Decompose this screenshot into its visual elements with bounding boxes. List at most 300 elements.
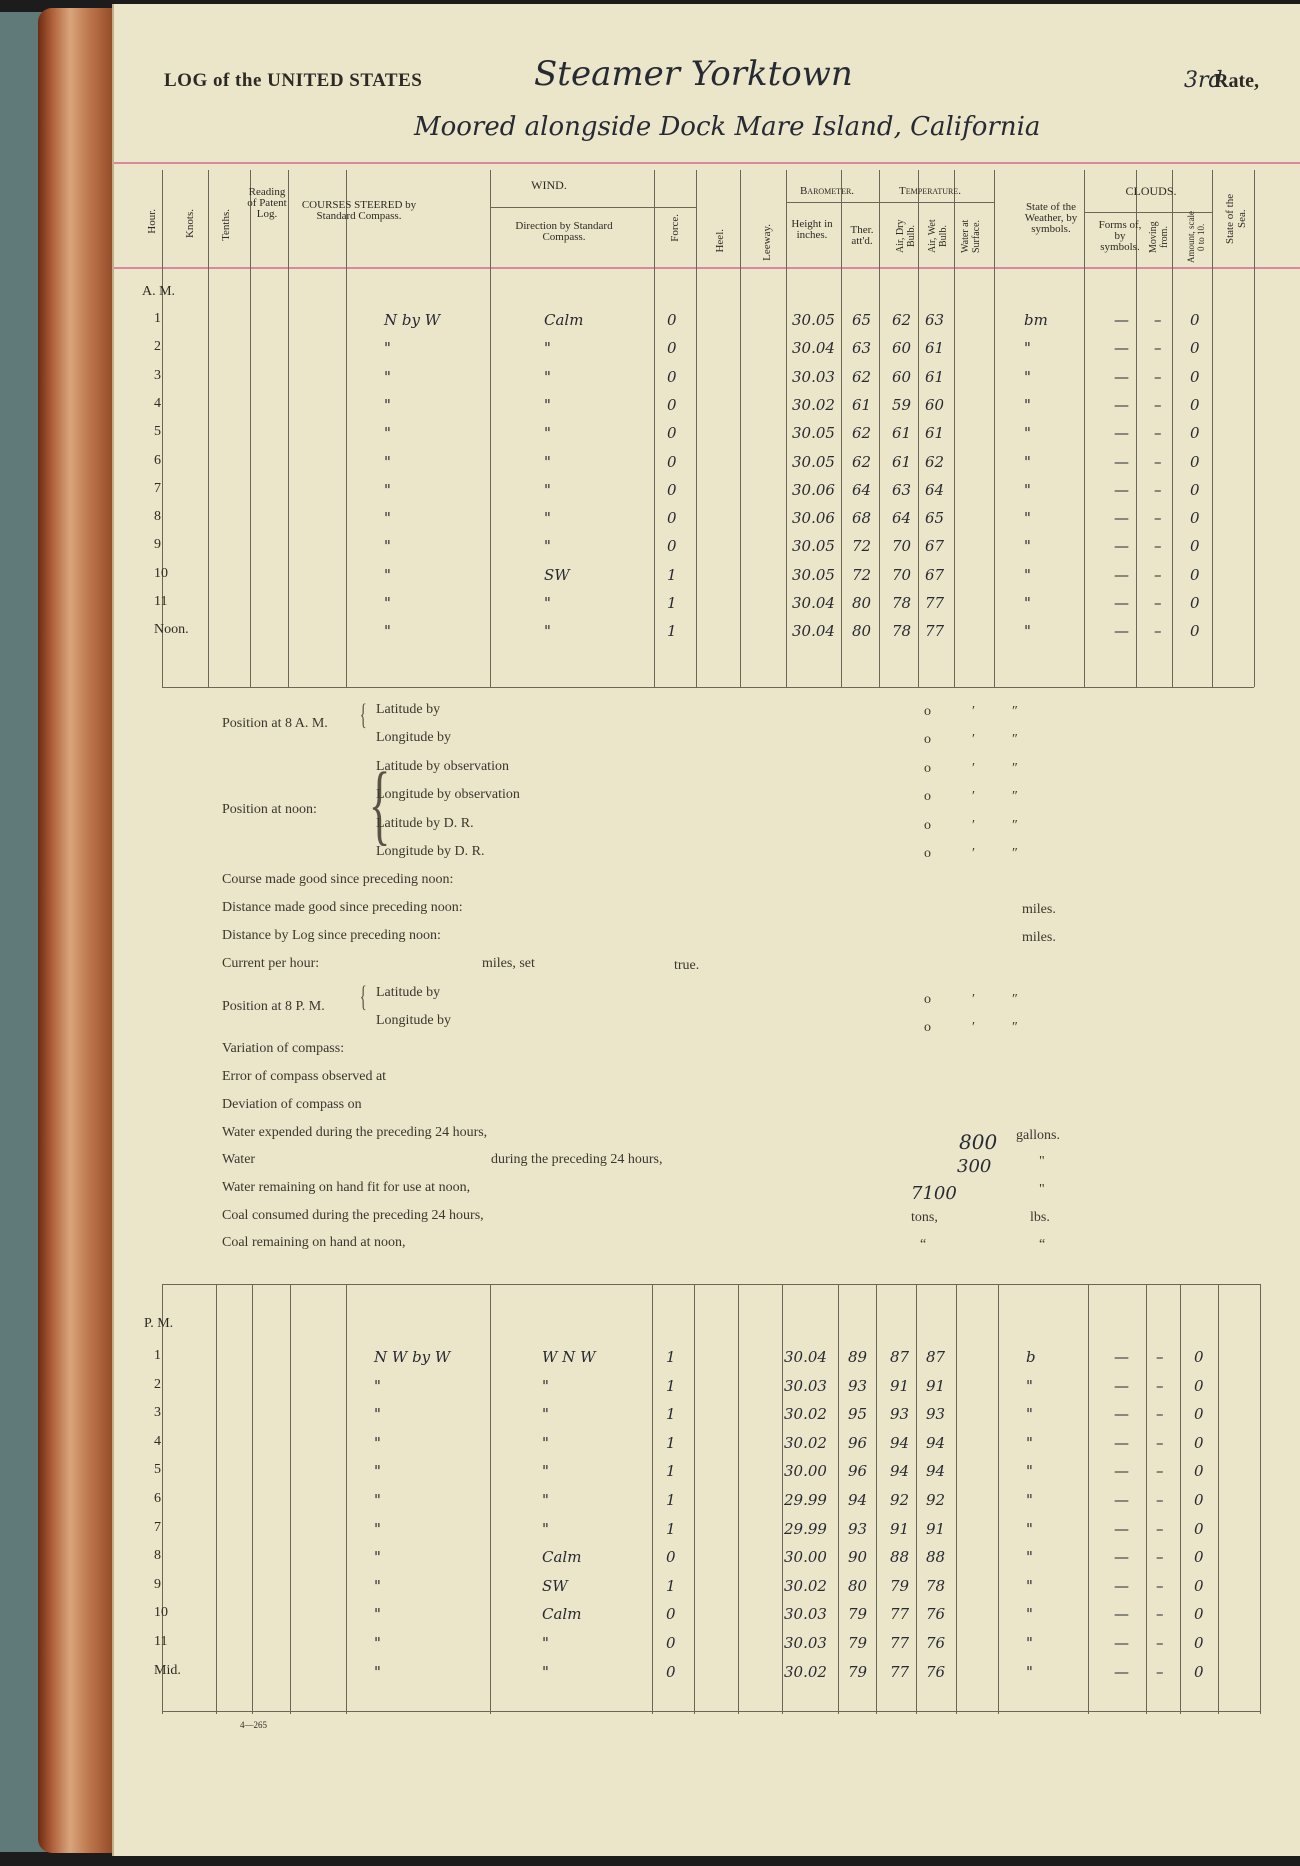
col-baro-ther: Ther. att'd. [850,224,874,247]
cell-course: " [384,395,391,414]
cell-wet: 76 [926,1634,946,1652]
dms-mark: o [924,992,931,1007]
course-made-good: Course made good since preceding noon: [222,872,454,887]
cell-force: 0 [667,452,677,471]
grid-vline [252,1284,253,1714]
cell-forms: — [1114,1519,1129,1538]
cell-course: " [384,509,391,528]
coal-consumed: Coal consumed during the preceding 24 hours, [222,1208,484,1223]
cell-hour: 2 [154,339,161,355]
cell-force: 1 [666,1491,676,1509]
cell-wet: 67 [925,537,945,556]
cell-forms: — [1114,395,1129,414]
cell-amount: 0 [1190,509,1200,528]
cell-height: 30.05 [792,452,835,471]
cell-ther: 96 [848,1462,868,1481]
grid-hline-baro [786,202,994,203]
cell-hour: 9 [154,1576,161,1592]
cell-hour: 9 [154,537,161,553]
dms-mark: ″ [1012,1020,1018,1035]
cell-height: 29.99 [784,1491,827,1509]
location-line: Moored alongside Dock Mare Island, California [414,112,1041,142]
col-barometer: Barometer. [799,185,855,197]
cell-ther: 79 [848,1662,868,1681]
current-per-hour: Current per hour: [222,956,320,971]
col-wind-direction: Direction by Standard Compass. [515,220,613,243]
grid-vline [490,1284,491,1714]
cell-amount: 0 [1194,1605,1204,1624]
cell-dry: 79 [890,1576,910,1595]
grid-vline [654,170,655,687]
dms-mark: o [924,761,931,776]
cell-moving: – [1156,1462,1164,1481]
cell-hour: 10 [154,565,168,581]
cell-weather: " [1024,480,1031,499]
cell-ther: 94 [848,1491,868,1509]
cell-height: 30.02 [784,1433,827,1452]
cell-moving: – [1156,1433,1164,1452]
cell-wind-dir: W N W [542,1348,596,1366]
cell-moving: – [1154,594,1162,612]
cell-height: 30.02 [784,1662,827,1681]
cell-height: 30.05 [792,311,835,329]
cell-hour: 11 [154,594,168,609]
cell-wet: 61 [925,367,945,386]
cell-course: " [374,1576,381,1595]
deviation-of-compass: Deviation of compass on [222,1097,362,1112]
cell-course: " [384,424,391,443]
cell-forms: — [1114,311,1129,329]
grid-vline [346,170,347,687]
grid-vline [346,1284,347,1714]
cell-ther: 93 [848,1519,868,1538]
cell-wind-dir: Calm [542,1605,582,1624]
cell-hour: 1 [154,1348,161,1363]
cell-forms: — [1114,1576,1129,1595]
cell-hour: 7 [154,480,161,496]
cell-wind-dir: " [542,1405,549,1424]
cell-ther: 62 [852,424,872,443]
cell-amount: 0 [1190,622,1200,641]
cell-ther: 62 [852,452,872,471]
cell-height: 30.05 [792,537,835,556]
cell-wet: 91 [926,1376,946,1395]
cell-weather: " [1024,537,1031,556]
cell-course: " [374,1634,381,1652]
grid-vline [994,170,995,687]
cell-dry: 77 [890,1634,910,1652]
dms-mark: ″ [1012,704,1018,719]
grid-vline [1146,1284,1147,1714]
grid-vline [956,1284,957,1714]
grid-vline [694,1284,695,1714]
col-cloud-forms: Forms of, by symbols. [1098,219,1142,253]
col-water-surface: Water at Surface. [960,219,982,253]
grid-vline [876,1284,877,1714]
water-during-value: 300 [957,1156,992,1177]
cell-weather: " [1026,1548,1033,1567]
pos-8am-lat: Latitude by [376,702,441,717]
grid-vline [841,170,842,687]
water-label: Water [222,1152,256,1167]
cell-dry: 70 [892,537,912,556]
grid-vline [216,1284,217,1714]
dms-mark: o [924,789,931,804]
cell-forms: — [1114,509,1129,528]
cell-height: 29.99 [784,1519,827,1538]
cell-ther: 79 [848,1605,868,1624]
cell-moving: – [1154,367,1162,386]
cell-amount: 0 [1194,1376,1204,1395]
cell-forms: — [1114,1548,1129,1567]
pos-noon-label: Position at noon: [222,802,317,817]
cell-forms: — [1114,594,1129,612]
col-weather: State of the Weather, by symbols. [1024,201,1078,235]
cell-weather: " [1026,1462,1033,1481]
cell-force: 1 [666,1376,676,1395]
book-page-edges [38,8,118,1853]
dms-mark: ′ [972,704,976,719]
dms-mark: ″ [1012,846,1018,861]
cell-force: 1 [666,1433,676,1452]
cell-course: " [384,565,391,584]
cell-wet: 62 [925,452,945,471]
cell-hour: Mid. [154,1662,181,1678]
cell-dry: 88 [890,1548,910,1567]
cell-force: 0 [666,1634,676,1652]
cell-course: " [384,594,391,612]
cell-forms: — [1114,1491,1129,1509]
cell-forms: — [1114,537,1129,556]
brace-8am: { [359,698,367,731]
cell-force: 1 [667,622,677,641]
cell-height: 30.02 [784,1576,827,1595]
col-hour: Hour. [146,209,158,234]
cell-wind-dir: " [544,594,551,612]
pink-rule-bottom [114,267,1300,269]
variation-of-compass: Variation of compass: [222,1041,345,1056]
cell-forms: — [1114,367,1129,386]
cell-height: 30.00 [784,1548,827,1567]
cell-dry: 59 [892,395,912,414]
cell-wind-dir: " [542,1376,549,1395]
cell-amount: 0 [1194,1576,1204,1595]
cell-course: " [384,339,391,358]
cell-ther: 63 [852,339,872,358]
cell-ther: 80 [852,594,872,612]
cell-hour: 5 [154,1462,161,1478]
cell-wind-dir: SW [544,565,570,584]
cell-moving: – [1154,395,1162,414]
cell-moving: – [1156,1348,1164,1366]
cell-weather: " [1024,509,1031,528]
cell-wind-dir: " [544,509,551,528]
cell-dry: 62 [892,311,912,329]
pos-8pm-lat: Latitude by [376,985,441,1000]
cell-hour: 2 [154,1376,161,1392]
cell-course: " [374,1519,381,1538]
pos-8pm-long: Longitude by [376,1013,452,1028]
cell-wind-dir: " [544,339,551,358]
cell-dry: 94 [890,1462,910,1481]
cell-height: 30.03 [784,1605,827,1624]
cell-course: " [374,1433,381,1452]
grid-vline [1218,1284,1219,1714]
grid-vline [696,170,697,687]
cell-moving: – [1154,311,1162,329]
cell-weather: " [1026,1519,1033,1538]
grid-vline [838,1284,839,1714]
cell-moving: – [1154,537,1162,556]
cell-dry: 77 [890,1605,910,1624]
cell-force: 0 [666,1662,676,1681]
cell-ther: 79 [848,1634,868,1652]
grid-vline [490,170,491,687]
cell-dry: 78 [892,622,912,641]
dms-mark: ′ [972,1020,976,1035]
dms-mark: o [924,732,931,747]
cell-forms: — [1114,622,1129,641]
pink-rule-top [114,162,1300,164]
col-temperature: Temperature. [899,185,961,197]
pos-lat-obs: Latitude by observation [376,759,509,774]
cell-forms: — [1114,480,1129,499]
pos-8am-long: Longitude by [376,730,452,745]
cell-course: " [384,622,391,641]
cell-amount: 0 [1190,480,1200,499]
cell-course: " [384,537,391,556]
grid-vline [916,1284,917,1714]
col-clouds: CLOUDS. [1125,184,1177,198]
cell-amount: 0 [1190,424,1200,443]
cell-forms: — [1114,565,1129,584]
cell-ther: 80 [852,622,872,641]
cell-force: 0 [667,480,677,499]
water-during: during the preceding 24 hours, [491,1152,663,1167]
cell-wet: 61 [925,424,945,443]
cell-moving: – [1154,480,1162,499]
grid-vline [740,170,741,687]
cell-amount: 0 [1194,1462,1204,1481]
cell-weather: " [1024,622,1031,641]
cell-dry: 87 [890,1348,910,1366]
cell-course: " [374,1605,381,1624]
grid-vline [1254,170,1255,687]
cell-wet: 63 [925,311,945,329]
pos-8pm-label: Position at 8 P. M. [222,999,325,1014]
cell-forms: — [1114,1405,1129,1424]
cell-dry: 91 [890,1376,910,1395]
cell-amount: 0 [1190,367,1200,386]
dms-mark: ″ [1012,992,1018,1007]
cell-amount: 0 [1194,1491,1204,1509]
cell-hour: 4 [154,395,161,411]
cell-wet: 91 [926,1519,946,1538]
cell-forms: — [1114,1662,1129,1681]
cell-amount: 0 [1190,339,1200,358]
error-of-compass: Error of compass observed at [222,1069,387,1084]
grid-hline-bottom [162,687,1254,688]
water-expended: Water expended during the preceding 24 hours, [222,1125,488,1140]
cell-moving: – [1156,1576,1164,1595]
cell-course: " [374,1491,381,1509]
grid-vline [879,170,880,687]
cell-hour: Noon. [154,622,189,638]
cell-moving: – [1156,1519,1164,1538]
cell-wet: 65 [925,509,945,528]
cell-course: " [374,1405,381,1424]
rate-label: Rate, [1214,70,1259,92]
grid-vline [998,1284,999,1714]
cell-height: 30.04 [792,594,835,612]
col-heel: Heel. [714,229,726,253]
cell-dry: 77 [890,1662,910,1681]
cell-dry: 61 [892,452,912,471]
grid-hline-top [162,1284,1260,1285]
grid-vline [1260,1284,1261,1714]
cell-force: 1 [667,565,677,584]
ditto-2: " [1039,1182,1045,1197]
cell-weather: " [1024,452,1031,471]
miles-set: miles, set [482,956,535,971]
cell-ther: 64 [852,480,872,499]
water-expended-value: 800 [959,1130,998,1154]
cell-dry: 70 [892,565,912,584]
dms-mark: ′ [972,732,976,747]
grid-hline-bottom [162,1711,1260,1712]
cell-height: 30.03 [784,1376,827,1395]
cell-amount: 0 [1190,311,1200,329]
cell-ther: 65 [852,311,872,329]
dms-mark: ′ [972,761,976,776]
cell-amount: 0 [1190,537,1200,556]
log-title: LOG of the UNITED STATES [164,70,423,91]
cell-wet: 92 [926,1491,946,1509]
cell-wind-dir: " [542,1519,549,1538]
cell-force: 1 [666,1405,676,1424]
dms-mark: ″ [1012,818,1018,833]
cell-weather: b [1026,1348,1036,1366]
cell-dry: 64 [892,509,912,528]
cell-weather: " [1026,1433,1033,1452]
cell-height: 30.02 [792,395,835,414]
cell-force: 1 [666,1348,676,1366]
cell-ther: 62 [852,367,872,386]
cell-amount: 0 [1190,565,1200,584]
col-baro-height: Height in inches. [791,218,833,241]
cell-force: 1 [666,1462,676,1481]
cell-amount: 0 [1194,1662,1204,1681]
cell-course: " [374,1662,381,1681]
grid-vline [954,170,955,687]
cell-forms: — [1114,452,1129,471]
col-dry-bulb: Air, Dry Bulb. [895,219,917,253]
cell-force: 0 [666,1605,676,1624]
pos-long-obs: Longitude by observation [376,787,520,802]
cell-course: " [384,367,391,386]
cell-force: 0 [667,537,677,556]
cell-course: N W by W [374,1348,451,1366]
cell-wet: 61 [925,339,945,358]
cell-wind-dir: " [544,622,551,641]
grid-vline [208,170,209,687]
cell-course: " [374,1376,381,1395]
col-courses: COURSES STEERED by Standard Compass. [301,199,417,222]
cell-dry: 60 [892,367,912,386]
cell-forms: — [1114,1462,1129,1481]
col-tenths: Tenths. [220,209,232,241]
cell-wind-dir: " [542,1634,549,1652]
cell-wind-dir: " [542,1433,549,1452]
cell-wind-dir: " [544,367,551,386]
cell-moving: – [1156,1662,1164,1681]
cell-wind-dir: " [542,1491,549,1509]
cell-force: 0 [667,367,677,386]
cell-moving: – [1154,424,1162,443]
cell-wind-dir: " [544,480,551,499]
cell-moving: – [1156,1634,1164,1652]
brace-8pm: { [359,980,367,1013]
cell-dry: 93 [890,1405,910,1424]
distance-made-good: Distance made good since preceding noon: [222,900,463,915]
cell-dry: 63 [892,480,912,499]
cell-weather: " [1026,1576,1033,1595]
cell-dry: 78 [892,594,912,612]
gallons-label: gallons. [1016,1128,1060,1143]
cell-hour: 11 [154,1634,168,1649]
cell-ther: 93 [848,1376,868,1395]
pos-long-dr: Longitude by D. R. [376,844,485,859]
grid-vline [290,1284,291,1714]
cell-course: " [374,1462,381,1481]
cell-moving: – [1156,1605,1164,1624]
grid-vline [782,1284,783,1714]
cell-ther: 80 [848,1576,868,1595]
cell-force: 1 [667,594,677,612]
cell-forms: — [1114,339,1129,358]
cell-amount: 0 [1194,1433,1204,1452]
grid-vline [250,170,251,687]
grid-vline [738,1284,739,1714]
brace-noon: { [368,755,391,854]
cell-ther: 90 [848,1548,868,1567]
cell-moving: – [1154,622,1162,641]
cell-height: 30.00 [784,1462,827,1481]
cell-ther: 61 [852,395,872,414]
col-wind: WIND. [531,178,567,192]
water-remaining: Water remaining on hand fit for use at noon, [222,1180,471,1195]
ditto-1: " [1039,1154,1045,1169]
col-leeway: Leeway. [761,224,773,261]
cell-course: " [374,1548,381,1567]
cell-height: 30.04 [784,1348,827,1366]
cell-course: " [384,480,391,499]
cell-moving: – [1156,1491,1164,1509]
cell-force: 0 [667,311,677,329]
cell-dry: 60 [892,339,912,358]
cell-wet: 87 [926,1348,946,1366]
cell-weather: bm [1024,311,1048,329]
cell-weather: " [1026,1376,1033,1395]
cell-moving: – [1154,565,1162,584]
cell-moving: – [1154,452,1162,471]
cell-weather: " [1024,424,1031,443]
grid-vline [1172,170,1173,687]
dms-mark: ″ [1012,732,1018,747]
cell-height: 30.06 [792,480,835,499]
true-label: true. [674,958,700,973]
cell-height: 30.04 [792,339,835,358]
